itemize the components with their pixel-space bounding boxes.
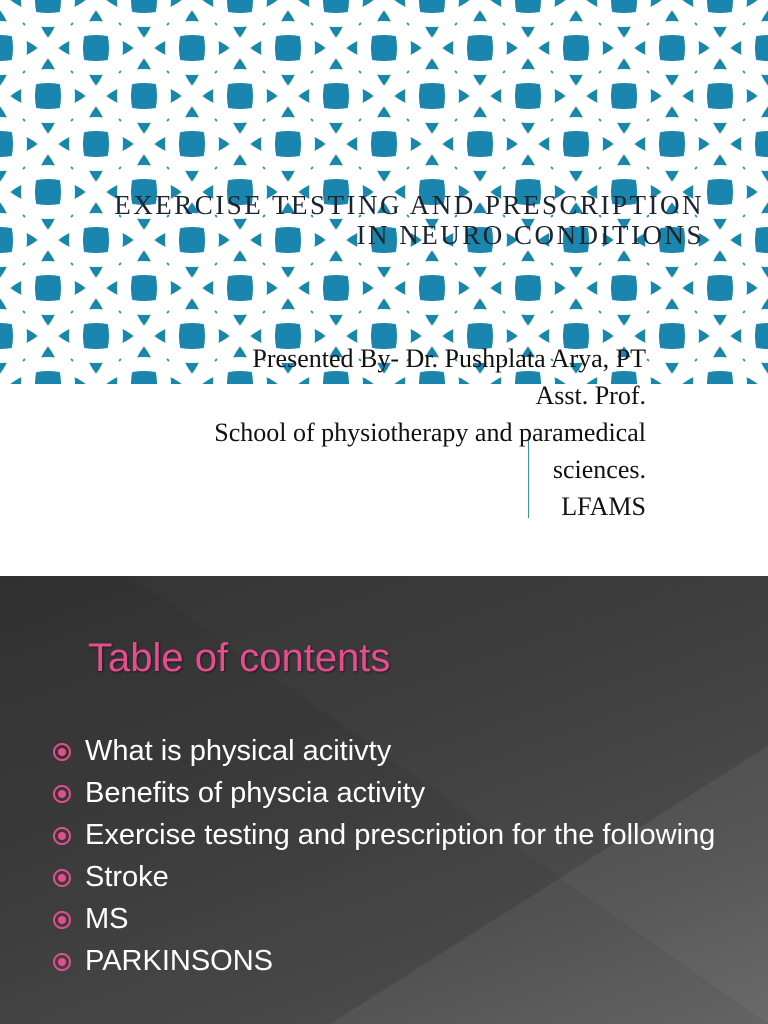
circle-target-bullet-icon [52, 952, 72, 972]
toc-item [52, 860, 732, 894]
slide-title-line-1: EXERCISE TESTING AND PRESCRIPTION [114, 190, 704, 220]
presenter-designation: Asst. Prof. [535, 381, 646, 410]
toc-item [52, 902, 732, 936]
table-of-contents-slide [0, 576, 768, 1024]
toc-heading: Table of contents [88, 636, 391, 680]
toc-item [52, 776, 732, 810]
slide-title-line-2: IN NEURO CONDITIONS [356, 220, 704, 250]
toc-item-label: Benefits of physcia activity [85, 777, 426, 809]
presenter-institution: LFAMS [561, 492, 646, 521]
presenter-name: Presented By- Dr. Pushplata Arya, PT [252, 344, 646, 373]
circle-target-bullet-icon [52, 784, 72, 804]
toc-item [52, 734, 732, 768]
toc-item-label: MS [85, 903, 129, 935]
slide-title [0, 190, 704, 250]
toc-list [52, 734, 732, 986]
toc-item-label: PARKINSONS [85, 945, 274, 977]
circle-target-bullet-icon [52, 868, 72, 888]
toc-item-label: What is physical acitivty [85, 735, 392, 767]
toc-item-label: Stroke [85, 861, 169, 893]
toc-item-label: Exercise testing and prescription for the following [85, 819, 716, 851]
circle-target-bullet-icon [52, 742, 72, 762]
presenter-school: School of physiotherapy and paramedical [214, 418, 646, 447]
circle-target-bullet-icon [52, 826, 72, 846]
presenter-info [214, 340, 646, 525]
presenter-school-cont: sciences. [552, 455, 646, 484]
toc-item [52, 944, 732, 978]
toc-item [52, 818, 732, 852]
circle-target-bullet-icon [52, 910, 72, 930]
